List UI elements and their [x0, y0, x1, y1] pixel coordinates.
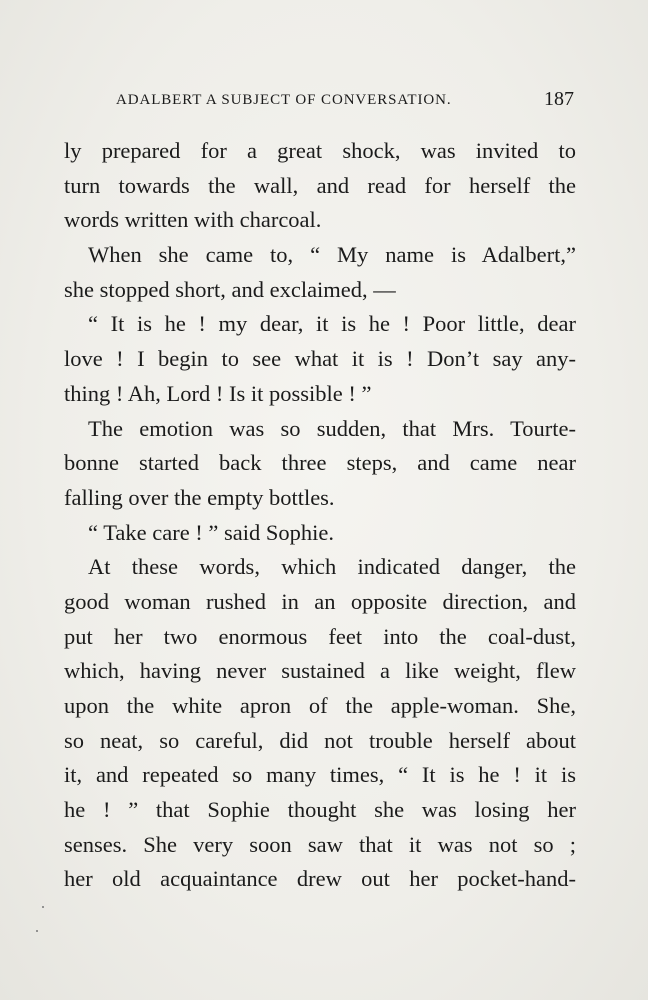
text-line: ly prepared for a great shock, was invited to — [64, 138, 576, 163]
text-line: which, having never sustained a like weight, flew — [64, 658, 576, 684]
text-line: it, and repeated so many times, “ It is he ! it is — [64, 762, 576, 788]
text-line: she stopped short, and exclaimed, — — [64, 276, 396, 302]
text-line: bonne started back three steps, and came near — [64, 450, 576, 476]
text-line: turn towards the wall, and read for herself the — [64, 172, 576, 198]
page-header — [96, 88, 576, 114]
text-line: he ! ” that Sophie thought she was losing her — [64, 797, 576, 823]
speck-mark — [42, 906, 44, 908]
running-head: ADALBERT A SUBJECT OF CONVERSATION. — [116, 92, 452, 108]
page-number: 187 — [544, 88, 574, 110]
text-line: senses. She very soon saw that it was not so ; — [64, 831, 576, 857]
text-line: When she came to, “ My name is Adalbert,” — [88, 242, 576, 268]
text-line: “ Take care ! ” said Sophie. — [88, 519, 335, 545]
text-line: love ! I begin to see what it is ! Don’t say any- — [64, 346, 576, 372]
text-line: The emotion was so sudden, that Mrs. Tourte- — [88, 415, 576, 441]
text-line: her old acquaintance drew out her pocket-hand- — [64, 866, 576, 892]
speck-mark — [36, 930, 38, 932]
text-line: thing ! Ah, Lord ! Is it possible ! ” — [64, 380, 372, 406]
text-line: put her two enormous feet into the coal-dust, — [64, 623, 576, 649]
text-line: upon the white apron of the apple-woman. She, — [64, 693, 576, 718]
text-line: At these words, which indicated danger, the — [88, 554, 576, 580]
body-text — [64, 134, 576, 897]
text-line: good woman rushed in an opposite direction, and — [64, 588, 576, 614]
text-line: so neat, so careful, did not trouble herself about — [64, 727, 576, 753]
text-line: “ It is he ! my dear, it is he ! Poor little, dear — [88, 311, 576, 337]
text-line: falling over the empty bottles. — [64, 484, 335, 510]
text-line: words written with charcoal. — [64, 207, 322, 233]
